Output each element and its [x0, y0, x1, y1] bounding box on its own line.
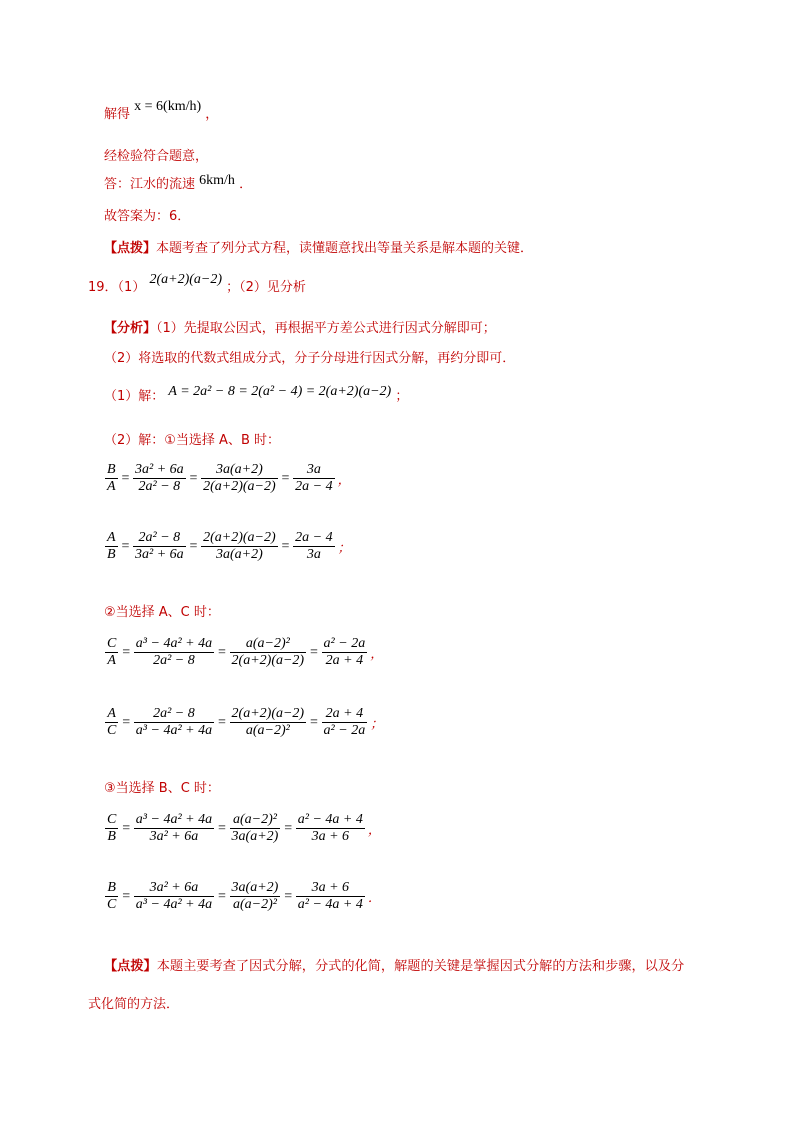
answer-tail: ． — [239, 177, 253, 192]
numerator: 2a + 4 — [322, 706, 368, 723]
numerator: 3a² + 6a — [134, 880, 214, 897]
denominator: 2a² − 8 — [153, 653, 195, 668]
numerator: 3a(a+2) — [231, 880, 279, 895]
denominator: 3a² + 6a — [149, 829, 199, 844]
part2-intro-text: （2）解：①当选择 A、B 时： — [104, 433, 281, 448]
fraction — [134, 636, 214, 669]
tip-text-3: 式化简的方法． — [88, 997, 180, 1012]
fraction — [105, 812, 118, 845]
equation-c-over-b: $\frac{C}{B}$ = $\frac{\text{a³ − 4a² + 4a}}{\text{3a² + 6a}}$ = $\frac{\text{a(a−2)²}}{3a(a+2)}$ = $\frac{\text{a² − 4a + 4}}{3a + 6}$ ， — [107, 812, 381, 844]
fraction — [230, 706, 307, 739]
equation-b-over-a: $\frac{B}{A}$ = $\frac{\text{3a² + 6a}}{\text{2a² − 8}}$ = $\frac{3a(a+2)}{2(a+2)(a-2)}$ = $\frac{3a}{2a - 4}$ ， — [107, 462, 351, 494]
denominator: a(a−2)² — [232, 897, 277, 912]
denominator: 2(a+2)(a−2) — [203, 479, 276, 494]
fraction — [230, 880, 281, 913]
numerator: 2a² − 8 — [134, 706, 214, 723]
numerator: 3a — [293, 462, 334, 479]
denominator: 2a + 4 — [325, 653, 364, 668]
part1-tail: ； — [395, 389, 409, 404]
denominator: 3a(a+2) — [216, 547, 263, 562]
numerator: 3a(a+2) — [201, 462, 278, 479]
numerator: A — [107, 530, 116, 545]
fraction — [133, 462, 186, 495]
numerator: 2(a+2)(a−2) — [231, 706, 305, 721]
numerator: 3a + 6 — [296, 880, 365, 897]
analysis-tag: 【分析】 — [104, 321, 157, 336]
fraction — [134, 812, 214, 845]
numerator: C — [107, 812, 117, 827]
equation-tail: ， — [337, 473, 351, 488]
fraction — [296, 880, 365, 913]
denominator: A — [107, 479, 116, 494]
fraction — [230, 812, 281, 845]
denominator: a(a−2)² — [245, 723, 290, 738]
fraction — [322, 636, 368, 669]
numerator: a² − 4a + 4 — [297, 812, 363, 827]
fraction — [105, 530, 118, 563]
denominator: 3a(a+2) — [231, 829, 279, 844]
denominator: a³ − 4a² + 4a — [135, 723, 213, 738]
case-bc-intro — [104, 780, 220, 798]
numerator: 3a² + 6a — [135, 462, 184, 477]
numerator: a³ − 4a² + 4a — [135, 636, 213, 651]
denominator: 2a − 4 — [295, 479, 333, 494]
fraction — [201, 462, 278, 495]
part2-intro — [104, 432, 280, 450]
equation-b-over-c: $\frac{B}{C}$ = $\frac{\text{3a² + 6a}}{\text{a³ − 4a² + 4a}}$ = $\frac{3a(a+2)}{\text{a(a−2)²}}$ = $\frac{3a + 6}{\text{a² − 4a + 4}}$ ． — [107, 880, 381, 912]
denominator: 2(a+2)(a−2) — [231, 653, 305, 668]
equation-a-over-c: $\frac{A}{C}$ = $\frac{\text{2a² − 8}}{\text{a³ − 4a² + 4a}}$ = $\frac{2(a+2)(a-2)}{\text{a(a−2)²}}$ = $\frac{2a + 4}{\text{a² − 2a}}$ ； — [107, 706, 384, 738]
numerator: a(a−2)² — [230, 636, 307, 653]
tip-text: 本题考查了列分式方程，读懂题意找出等量关系是解本题的关键． — [156, 241, 534, 256]
analysis-text-2: （2）将选取的代数式组成分式，分子分母进行因式分解，再约分即可． — [104, 351, 516, 366]
fraction — [105, 462, 118, 495]
denominator: 3a — [306, 547, 321, 562]
denominator: a³ − 4a² + 4a — [135, 897, 213, 912]
equation-tail: ． — [367, 891, 381, 906]
denominator: 3a² + 6a — [135, 547, 184, 562]
tip-line-1 — [104, 240, 533, 258]
fraction — [105, 636, 118, 669]
numerator: A — [105, 706, 118, 723]
q19-rest: ；（2）见分析 — [226, 280, 306, 295]
fraction — [293, 462, 334, 495]
solve-label: 解得 — [104, 107, 131, 122]
fraction — [322, 706, 368, 739]
answer-label: 答：江水的流速 — [104, 177, 196, 192]
tip-tag: 【点拨】 — [104, 241, 157, 256]
denominator: C — [107, 897, 117, 912]
analysis-line-1 — [104, 320, 496, 338]
equation-tail: ， — [367, 823, 381, 838]
fraction — [296, 812, 365, 845]
q19-math: 2(a+2)(a−2) — [149, 272, 223, 287]
case-bc-text: ③当选择 B、C 时： — [104, 781, 220, 796]
numerator: 2a² − 8 — [133, 530, 186, 547]
equation-tail: ， — [370, 647, 384, 662]
equation-a-over-b: $\frac{A}{B}$ = $\frac{\text{2a² − 8}}{\text{3a² + 6a}}$ = $\frac{2(a+2)(a-2)}{3a(a+2)}$ = $\frac{2a - 4}{3a}$ ； — [107, 530, 351, 562]
answer-line — [104, 173, 253, 194]
denominator: a² − 4a + 4 — [297, 897, 363, 912]
numerator: 2(a+2)(a−2) — [203, 530, 276, 545]
fraction — [293, 530, 334, 563]
fraction — [105, 706, 118, 739]
numerator: B — [105, 880, 118, 897]
equation-tail: ； — [370, 717, 384, 732]
numerator: a³ − 4a² + 4a — [135, 812, 213, 827]
numerator: 2a − 4 — [295, 530, 333, 545]
equation-tail: ； — [337, 541, 351, 556]
part1-line — [104, 384, 409, 406]
solve-math: x = 6(km/h) — [134, 99, 202, 114]
equation-c-over-a: $\frac{C}{A}$ = $\frac{\text{a³ − 4a² + 4a}}{\text{2a² − 8}}$ = $\frac{\text{a(a−2)²}}{2(a+2)(a-2)}$ = $\frac{\text{a² − 2a}}{2a + 4}$ ， — [107, 636, 384, 668]
solve-tail: ， — [205, 107, 219, 122]
analysis-text-1: （1）先提取公因式，再根据平方差公式进行因式分解即可； — [156, 321, 496, 336]
fraction — [201, 530, 278, 563]
case-ac-intro — [104, 604, 220, 622]
denominator: 2a² − 8 — [138, 479, 181, 494]
check-line — [104, 148, 208, 166]
denominator: 3a + 6 — [311, 829, 350, 844]
tip-tag-2: 【点拨】 — [104, 959, 157, 974]
case-ac-text: ②当选择 A、C 时： — [104, 605, 220, 620]
solve-line — [104, 99, 219, 124]
denominator: B — [107, 547, 116, 562]
final-answer-line — [104, 208, 190, 226]
numerator: a² − 2a — [323, 636, 366, 651]
denominator: C — [107, 723, 117, 738]
numerator: a(a−2)² — [230, 812, 281, 829]
answer-math: 6km/h — [199, 173, 235, 188]
denominator: a² − 2a — [323, 723, 366, 738]
analysis-line-2 — [104, 350, 515, 368]
q19-line — [88, 272, 306, 297]
fraction — [133, 530, 186, 563]
fraction — [105, 880, 118, 913]
fraction — [134, 706, 214, 739]
q19-number: 19．（1） — [88, 280, 146, 295]
tip-line-2 — [104, 958, 684, 976]
part1-label: （1）解： — [104, 389, 165, 404]
final-answer-text: 故答案为：6． — [104, 209, 191, 224]
numerator: B — [107, 462, 116, 477]
part1-math: A = 2a² − 8 = 2(a² − 4) = 2(a+2)(a−2) — [168, 384, 392, 399]
numerator: C — [107, 636, 117, 651]
denominator: A — [107, 653, 116, 668]
denominator: B — [107, 829, 116, 844]
fraction — [134, 880, 214, 913]
check-text: 经检验符合题意， — [104, 149, 209, 164]
tip-text-2: 本题主要考查了因式分解，分式的化简，解题的关键是掌握因式分解的方法和步骤，以及分 — [156, 959, 685, 974]
fraction — [230, 636, 307, 669]
tip-line-3 — [88, 996, 179, 1014]
